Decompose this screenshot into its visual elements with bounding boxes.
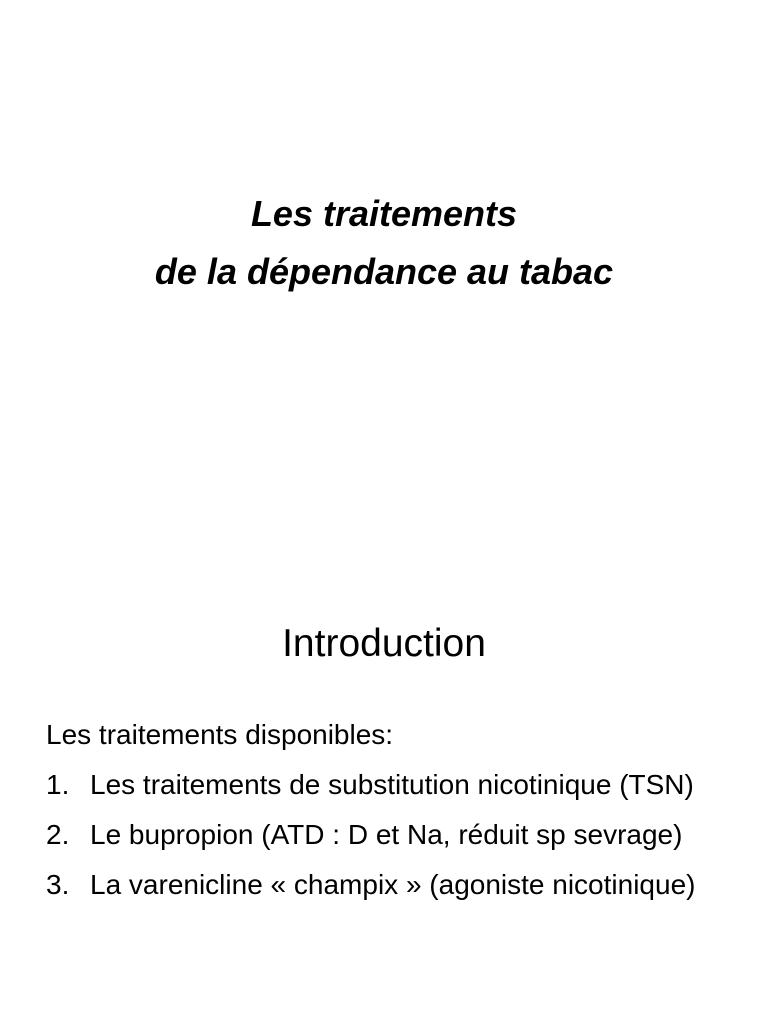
- list-item: [46, 814, 726, 855]
- list-item-number: 2.: [46, 819, 70, 850]
- treatment-list: [46, 764, 726, 914]
- list-item-number: 3.: [46, 869, 70, 900]
- introduction-slide: [0, 576, 768, 1024]
- slide-title: [0, 185, 768, 301]
- slide-title-line-1: Les traitements: [250, 193, 518, 234]
- list-item-text: Le bupropion (ATD : D et Na, réduit sp sevrage): [90, 819, 683, 850]
- list-item: [46, 764, 726, 805]
- list-item-text: Les traitements de substitution nicotinique (TSN): [90, 769, 694, 800]
- list-item: [46, 864, 726, 905]
- intro-lead-text: Les traitements disponibles:: [46, 719, 394, 750]
- list-item-number: 1.: [46, 769, 70, 800]
- section-heading: Introduction: [282, 622, 486, 665]
- slide-title-line-2: de la dépendance au tabac: [154, 251, 614, 292]
- list-item-text: La varenicline « champix » (agoniste nicotinique): [90, 869, 696, 900]
